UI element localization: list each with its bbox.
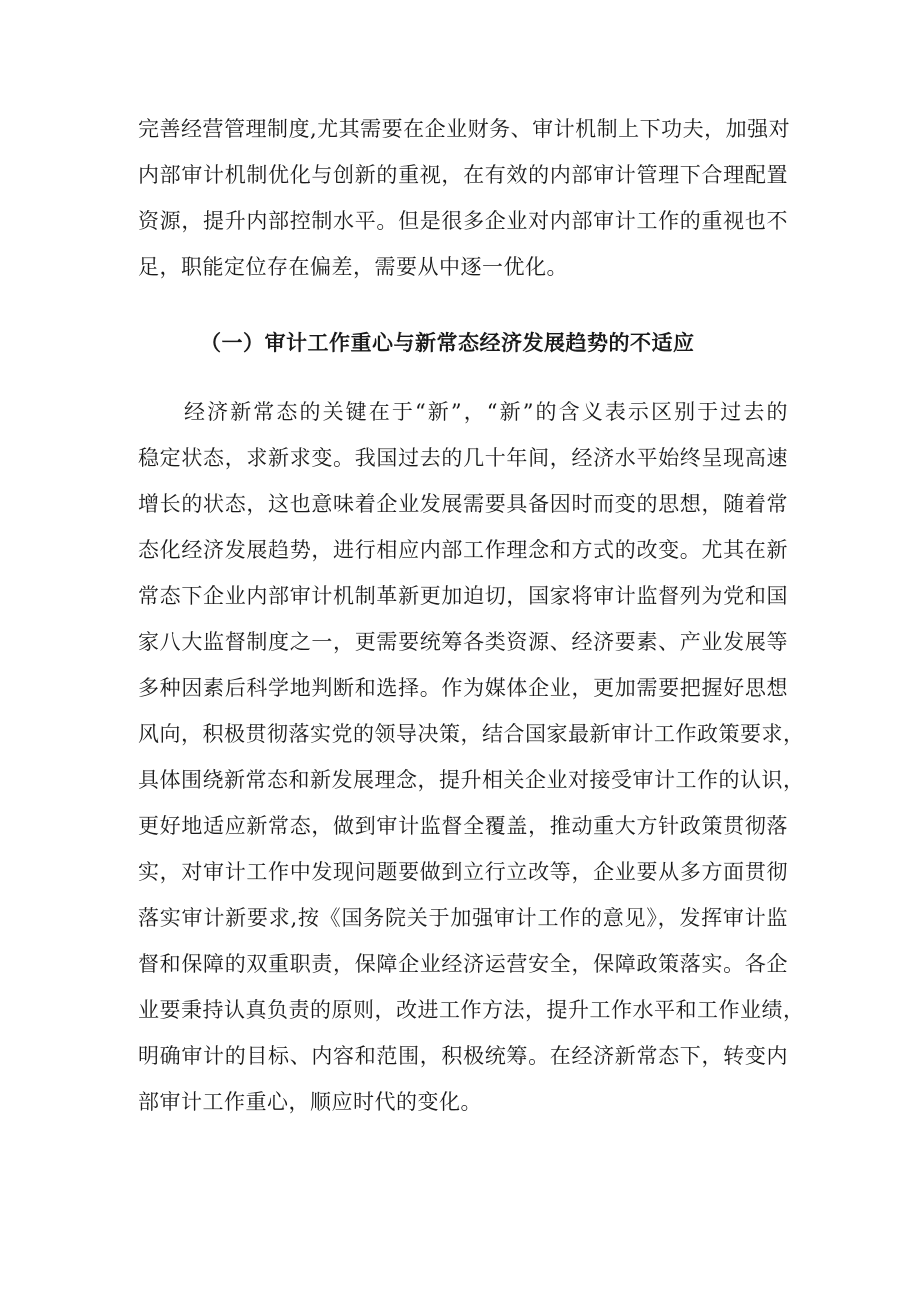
body-line-15: 明确审计的目标、内容和范围，积极统筹。在经济新常态下，转变内 — [138, 1044, 788, 1068]
body-line-1: 经济新常态的关键在于“新”，“新”的含义表示区别于过去的 — [184, 400, 788, 424]
body-line-12: 落实审计新要求,按《国务院关于加强审计工作的意见》，发挥审计监 — [138, 906, 788, 930]
section-heading: （一）审计工作重心与新常态经济发展趋势的不适应 — [200, 331, 695, 355]
body-line-4: 态化经济发展趋势，进行相应内部工作理念和方式的改变。尤其在新 — [138, 538, 788, 562]
body-line-14: 业要秉持认真负责的原则，改进工作方法，提升工作水平和工作业绩， — [138, 998, 805, 1022]
intro-line-2: 内部审计机制优化与创新的重视，在有效的内部审计管理下合理配置 — [138, 163, 788, 187]
intro-line-3: 资源，提升内部控制水平。但是很多企业对内部审计工作的重视也不 — [138, 209, 788, 233]
body-line-5: 常态下企业内部审计机制革新更加迫切，国家将审计监督列为党和国 — [138, 584, 788, 608]
body-line-3: 增长的状态，这也意味着企业发展需要具备因时而变的思想，随着常 — [138, 492, 788, 516]
body-line-9: 具体围绕新常态和新发展理念，提升相关企业对接受审计工作的认识， — [138, 768, 805, 792]
intro-line-1: 完善经营管理制度,尤其需要在企业财务、审计机制上下功夫，加强对 — [138, 117, 791, 141]
body-line-10: 更好地适应新常态，做到审计监督全覆盖，推动重大方针政策贯彻落 — [138, 814, 788, 838]
body-line-7: 多种因素后科学地判断和选择。作为媒体企业，更加需要把握好思想 — [138, 676, 788, 700]
body-line-11: 实，对审计工作中发现问题要做到立行立改等，企业要从多方面贯彻 — [138, 860, 788, 884]
body-line-8: 风向，积极贯彻落实党的领导决策，结合国家最新审计工作政策要求， — [138, 722, 805, 746]
body-line-6: 家八大监督制度之一，更需要统筹各类资源、经济要素、产业发展等 — [138, 630, 788, 654]
body-line-13: 督和保障的双重职责，保障企业经济运营安全，保障政策落实。各企 — [138, 952, 788, 976]
intro-line-4: 足，职能定位存在偏差，需要从中逐一优化。 — [138, 255, 568, 279]
body-line-2: 稳定状态，求新求变。我国过去的几十年间，经济水平始终呈现高速 — [138, 446, 788, 470]
body-line-16: 部审计工作重心，顺应时代的变化。 — [138, 1090, 482, 1114]
